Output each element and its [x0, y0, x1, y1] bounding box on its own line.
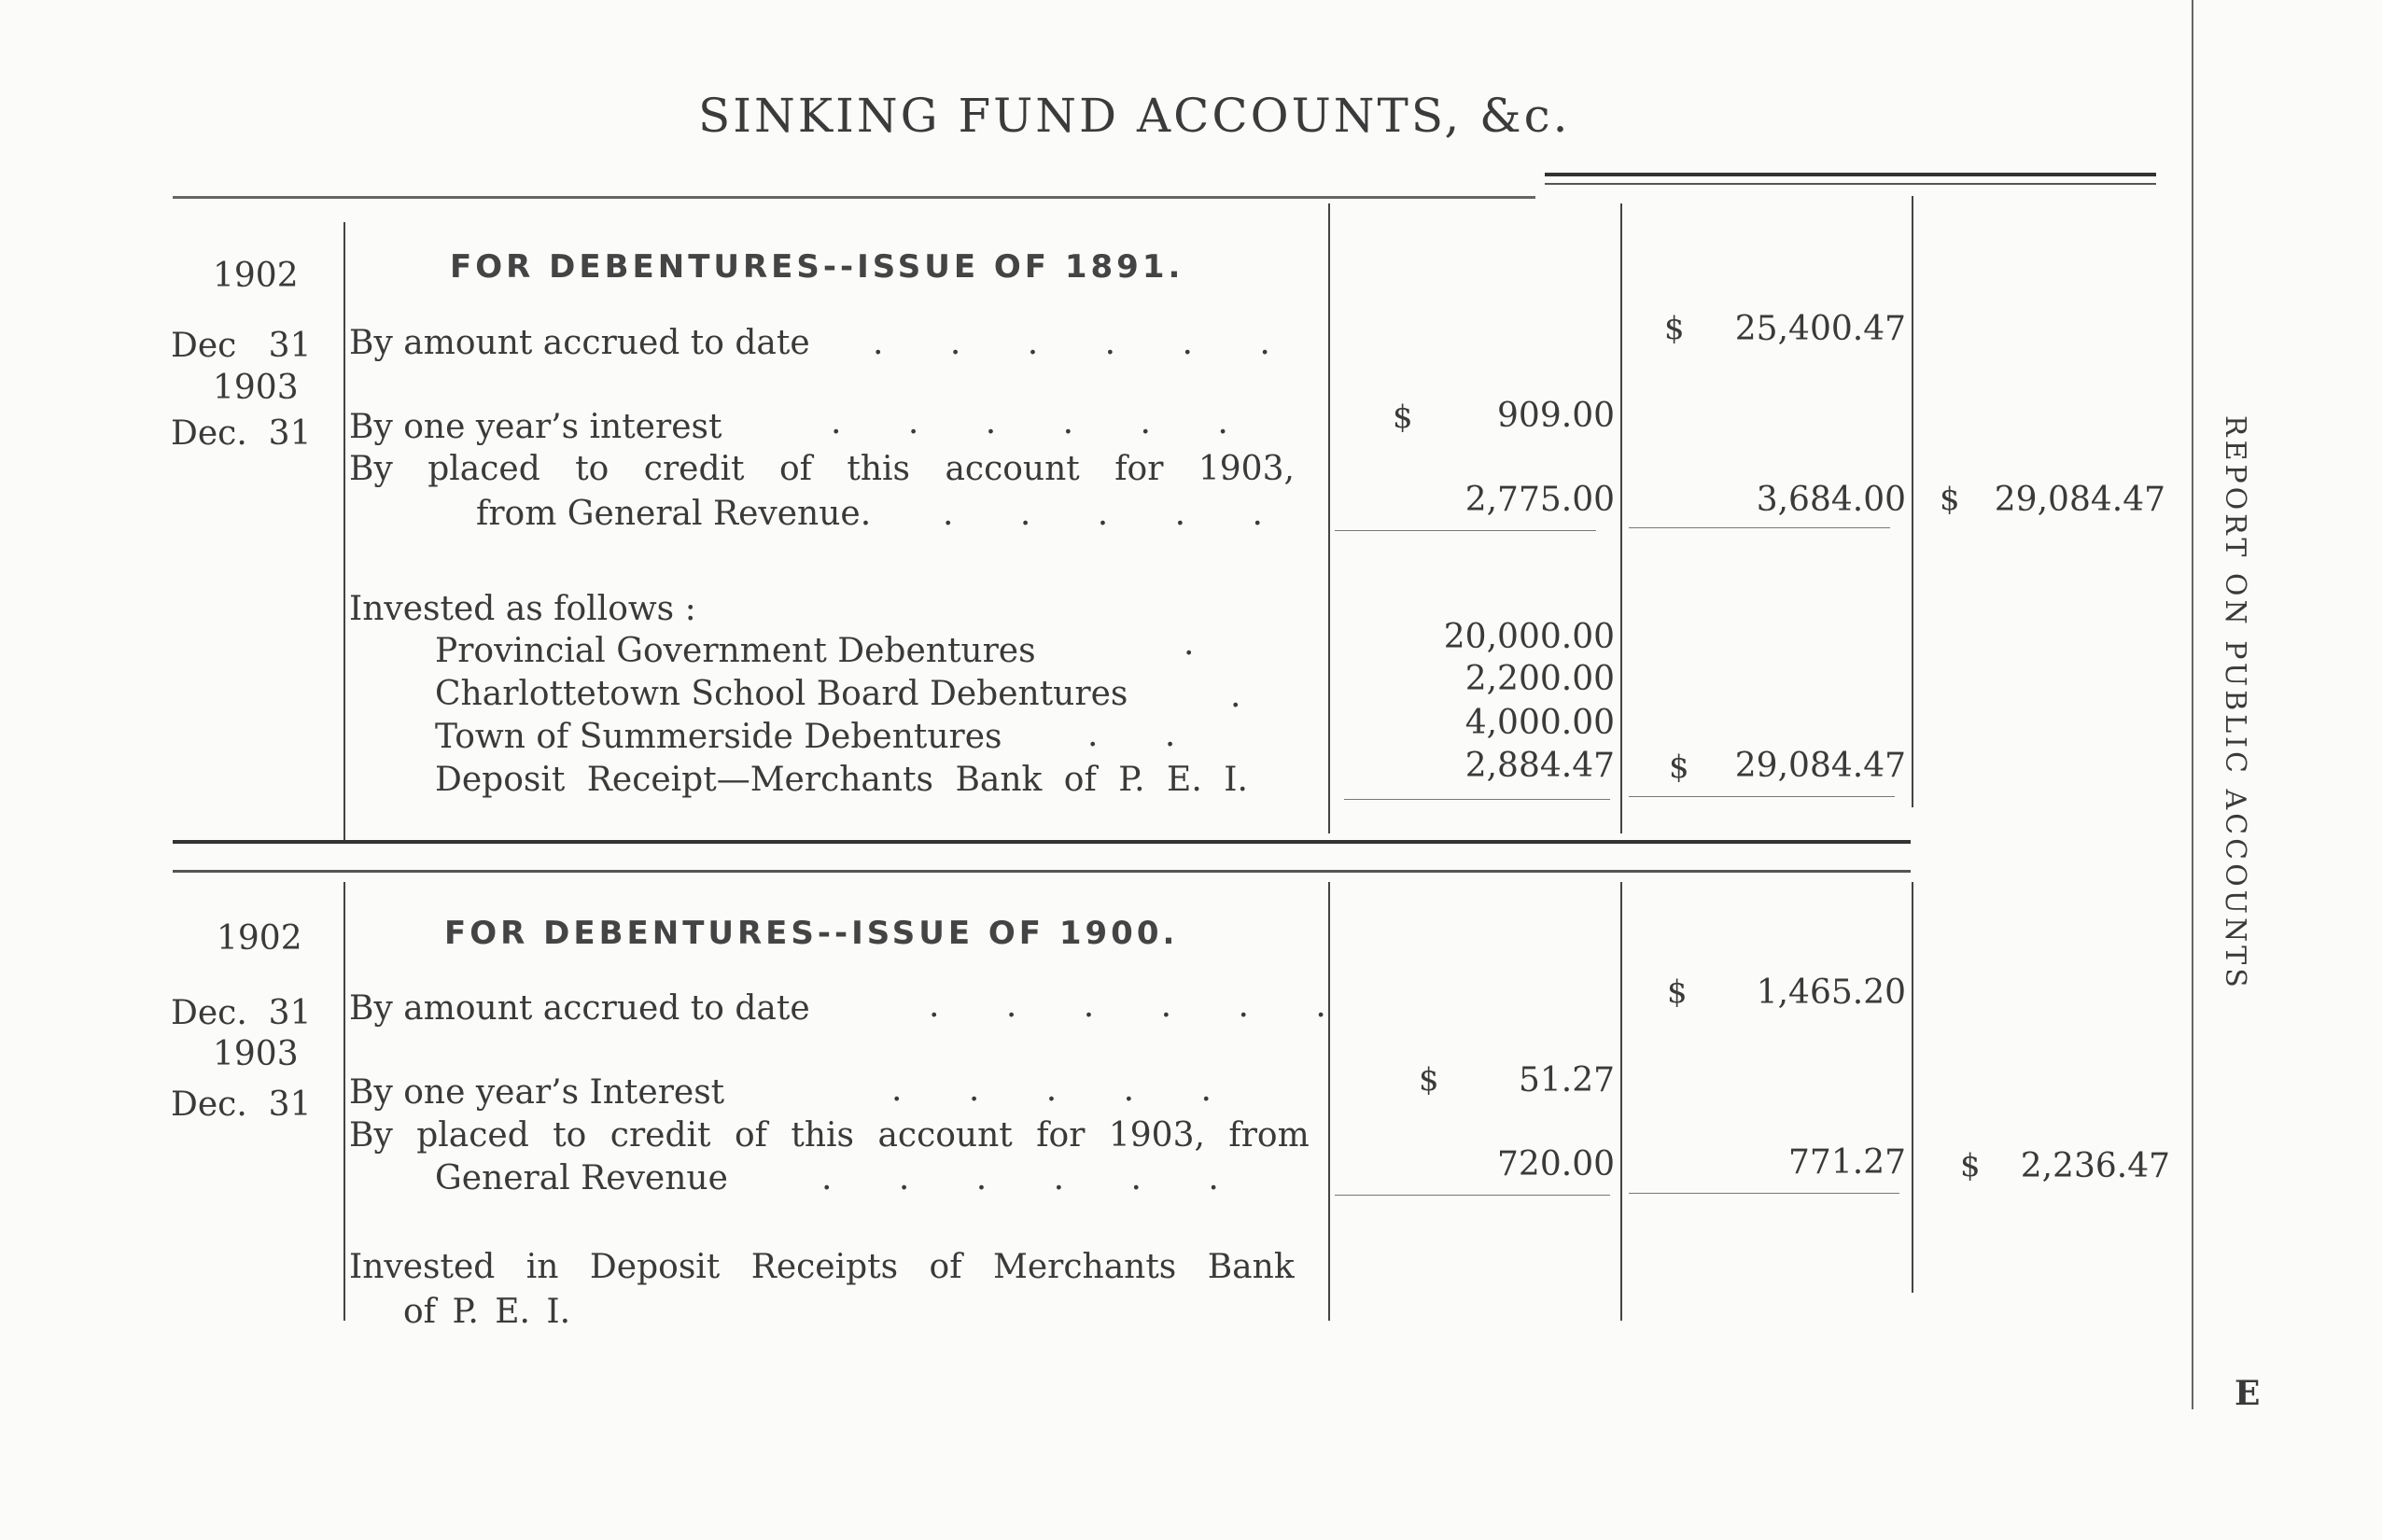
s1-col1-value-2: 909.00 [1497, 397, 1615, 435]
s1-col1-dollar-2: $ [1393, 399, 1413, 436]
s1-date-1: Dec 31 [171, 327, 312, 365]
s2-col3-dollar-4: $ [1960, 1147, 1981, 1184]
s1-col1-value-4: 2,775.00 [1464, 481, 1615, 519]
section-separator-2 [173, 870, 1911, 873]
s1-total-value: 29,084.47 [1734, 747, 1906, 785]
section1-year: 1902 [213, 257, 299, 295]
s2-dots-2: . . . . . [891, 1071, 1240, 1109]
s1-investment-2: Charlottetown School Board Debentures [435, 675, 1128, 713]
s1-total-rule-1 [1344, 799, 1610, 800]
page-marker: E [2235, 1374, 2261, 1413]
s1-investment-1: Provincial Government Debentures [435, 632, 1036, 670]
section2-heading: FOR DEBENTURES--ISSUE OF 1900. [444, 915, 1179, 952]
s2-col1-value-4: 720.00 [1497, 1145, 1615, 1183]
top-rule-right-2 [1545, 183, 2156, 185]
s2-text-4: General Revenue [435, 1159, 728, 1197]
top-rule-left [173, 196, 1535, 199]
s2-col2-value-4: 771.27 [1788, 1143, 1906, 1182]
s2-text-1: By amount accrued to date [349, 989, 810, 1028]
s2-col1-dollar-2: $ [1419, 1061, 1439, 1099]
page-title: SINKING FUND ACCOUNTS, &c. [698, 89, 1571, 143]
s2-col1-rule-left [1328, 882, 1330, 1321]
s2-text-3: By placed to credit of this account for 1903, from [349, 1116, 1310, 1155]
s2-col2-dollar-1: $ [1667, 973, 1688, 1011]
s1-investment-dots-3: . . [1087, 716, 1204, 754]
s2-subtotal-rule-2 [1629, 1193, 1899, 1194]
s2-col3-value-4: 2,236.47 [2020, 1147, 2170, 1185]
s1-dots-4: . . . . . [943, 495, 1291, 533]
s1-investment-amount-1: 20,000.00 [1443, 618, 1615, 656]
s2-text-2: By one year’s Interest [349, 1073, 725, 1112]
s2-col1-rule-right [1620, 882, 1622, 1321]
s1-text-3: By placed to credit of this account for 1903, [349, 450, 1295, 488]
s1-investment-dots-1: . [1184, 624, 1195, 663]
date-column-rule [343, 222, 345, 843]
col1-rule-left [1328, 203, 1330, 833]
s1-col2-value-1: 25,400.47 [1734, 310, 1906, 348]
s1-total-rule-2 [1629, 796, 1895, 797]
s1-invested-label: Invested as follows : [349, 590, 696, 628]
s1-year-1903: 1903 [213, 369, 299, 407]
s1-date-2: Dec. 31 [171, 414, 312, 453]
s1-subtotal-rule-1 [1335, 530, 1596, 531]
side-heading: REPORT ON PUBLIC ACCOUNTS [2219, 415, 2251, 991]
section1-heading: FOR DEBENTURES--ISSUE OF 1891. [450, 248, 1184, 286]
s1-col3-dollar-4: $ [1940, 481, 1960, 518]
s2-date-1: Dec. 31 [171, 994, 312, 1032]
s2-date-column-rule [343, 882, 345, 1321]
s1-total-dollar: $ [1669, 749, 1689, 786]
section2-year: 1902 [217, 919, 302, 958]
s2-invested-line2: of P. E. I. [403, 1293, 571, 1331]
s2-date-2: Dec. 31 [171, 1085, 312, 1124]
top-rule-right-1 [1545, 173, 2156, 176]
s1-investment-amount-3: 4,000.00 [1464, 704, 1615, 742]
s1-investment-3: Town of Summerside Debentures [435, 718, 1002, 756]
s2-col2-value-1: 1,465.20 [1756, 973, 1906, 1012]
s1-dots-1: . . . . . . [873, 324, 1298, 362]
s2-col2-rule-right [1912, 882, 1913, 1293]
s2-subtotal-rule-1 [1335, 1195, 1610, 1196]
s1-text-1: By amount accrued to date [349, 324, 810, 362]
s2-dots-1: . . . . . . [929, 987, 1354, 1025]
s1-investment-amount-4: 2,884.47 [1464, 747, 1615, 785]
s1-text-4: from General Revenue. [476, 495, 872, 533]
s1-dots-2: . . . . . . [831, 403, 1256, 441]
s2-year-1903: 1903 [213, 1035, 299, 1073]
s1-investment-4: Deposit Receipt—Merchants Bank of P. E. I. [435, 761, 1248, 799]
s1-investment-amount-2: 2,200.00 [1464, 660, 1615, 698]
section-separator-1 [173, 840, 1911, 844]
col1-rule-right [1620, 203, 1622, 833]
s1-subtotal-rule-2 [1629, 527, 1890, 528]
s1-col3-value-4: 29,084.47 [1994, 481, 2165, 519]
s2-col1-value-2: 51.27 [1518, 1061, 1615, 1099]
s1-col2-value-4: 3,684.00 [1756, 481, 1906, 519]
s1-investment-dots-2: . [1230, 677, 1241, 715]
s2-invested-line1: Invested in Deposit Receipts of Merchants Bank [349, 1248, 1295, 1286]
page-border [2192, 0, 2193, 1409]
s1-text-2: By one year’s interest [349, 408, 722, 446]
s2-dots-4: . . . . . . [821, 1159, 1247, 1197]
s1-col2-dollar-1: $ [1664, 310, 1685, 347]
